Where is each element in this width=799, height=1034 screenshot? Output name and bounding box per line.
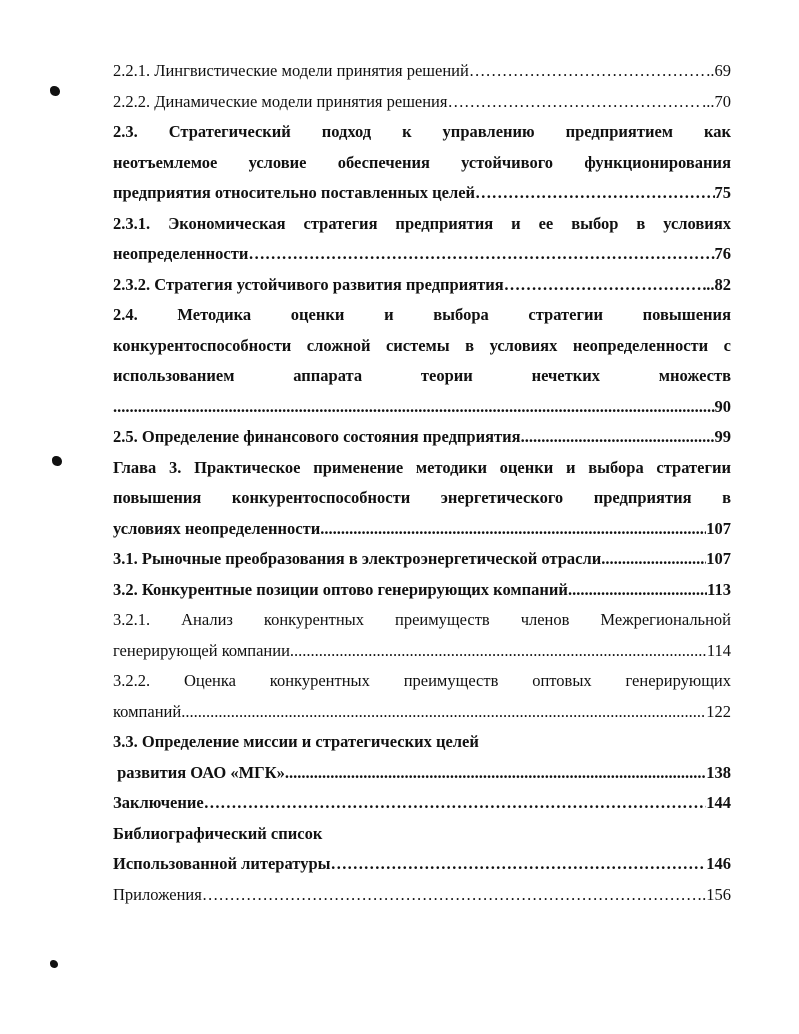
entry-page: 99 — [714, 427, 731, 446]
entry-page: ..82 — [706, 274, 731, 294]
entry-page: 90 — [714, 396, 731, 416]
leader-dots — [601, 544, 706, 575]
entry-title: 2.5. Определение финансового состояния предприятия — [113, 427, 521, 446]
entry-page: 107 — [706, 518, 731, 538]
leader-dots — [290, 636, 707, 667]
entry-title: 2.3.2. Стратегия устойчивого развития предприятия — [113, 274, 504, 294]
entry-title: Использованной литературы — [113, 854, 331, 873]
entry-title-line: конкурентоспособности сложной системы в условиях неопределенности с — [113, 335, 731, 355]
leader-dots — [285, 758, 706, 789]
entry-title: предприятия относительно поставленных целей — [113, 183, 476, 202]
toc-entry — [113, 270, 731, 301]
scan-speck-mark — [50, 960, 58, 968]
table-of-contents — [113, 56, 731, 910]
leader-dots — [113, 392, 715, 423]
entry-title: развития ОАО «МГК» — [113, 762, 285, 782]
entry-title-line: неотъемлемое условие обеспечения устойчивого функционирования — [113, 152, 731, 172]
entry-title-line: 2.3. Стратегический подход к управлению предприятием как — [113, 122, 731, 141]
entry-title: неопределенности — [113, 244, 249, 263]
entry-title-line: 3.3. Определение миссии и стратегических целей — [113, 732, 479, 751]
entry-page: .156 — [702, 884, 731, 904]
toc-entry — [113, 56, 731, 87]
entry-title-line: 3.2.1. Анализ конкурентных преимуществ членов Межрегиональной — [113, 610, 731, 629]
scan-speck-mark — [50, 86, 60, 96]
entry-title-line: 2.3.1. Экономическая стратегия предприятия и ее выбор в условиях — [113, 213, 731, 233]
entry-page: 113 — [707, 579, 731, 599]
leader-dots — [202, 880, 702, 911]
toc-entry — [113, 697, 731, 728]
entry-page: 114 — [706, 640, 731, 660]
entry-title: условиях неопределенности — [113, 518, 321, 538]
toc-entry — [113, 239, 731, 270]
leader-dots — [568, 575, 707, 606]
entry-title-line: использованием аппарата теории нечетких множеств — [113, 366, 731, 385]
toc-entry — [113, 758, 731, 789]
entry-page: ..69 — [706, 61, 731, 80]
leader-dots — [320, 514, 706, 545]
entry-page: 75 — [714, 183, 731, 202]
entry-title: Заключение — [113, 793, 204, 812]
entry-title-line: Библиографический список — [113, 823, 323, 843]
leader-dots — [248, 239, 714, 270]
toc-entry — [113, 87, 731, 118]
leader-dots — [469, 56, 706, 87]
leader-dots — [181, 697, 706, 728]
entry-title-line: Глава 3. Практическое применение методики оценки и выбора стратегии — [113, 457, 731, 477]
toc-entry — [113, 392, 731, 423]
entry-title: Приложения — [113, 884, 202, 904]
entry-title-line: 3.2.2. Оценка конкурентных преимуществ оптовых генерирующих — [113, 671, 731, 690]
entry-page: 107 — [706, 549, 731, 568]
entry-title: 2.2.1. Лингвистические модели принятия решений — [113, 61, 469, 80]
entry-title: компаний — [113, 701, 182, 721]
toc-entry — [113, 788, 731, 819]
toc-entry — [113, 178, 731, 209]
leader-dots — [447, 87, 702, 118]
toc-entry — [113, 636, 731, 667]
entry-page: ...70 — [702, 91, 731, 111]
entry-title: генерирующей компании — [113, 640, 290, 660]
leader-dots — [204, 788, 707, 819]
leader-dots — [521, 422, 715, 453]
leader-dots — [475, 178, 714, 209]
toc-entry — [113, 544, 731, 575]
toc-entry — [113, 849, 731, 880]
toc-entry — [113, 514, 731, 545]
leader-dots — [331, 849, 707, 880]
toc-entry — [113, 575, 731, 606]
entry-title: 3.1. Рыночные преобразования в электроэнергетической отрасли — [113, 549, 602, 568]
leader-dots — [504, 270, 707, 301]
entry-page: 76 — [714, 244, 731, 263]
entry-page: 138 — [706, 762, 731, 782]
entry-title-line: повышения конкурентоспособности энергетического предприятия в — [113, 488, 731, 507]
toc-entry — [113, 422, 731, 453]
toc-entry — [113, 880, 731, 911]
entry-page: 122 — [706, 701, 731, 721]
scan-speck-mark — [52, 456, 62, 466]
entry-page: 146 — [706, 854, 731, 873]
entry-title: 3.2. Конкурентные позиции оптово генерирующих компаний — [113, 579, 568, 599]
entry-page: 144 — [706, 793, 731, 812]
entry-title-line: 2.4. Методика оценки и выбора стратегии повышения — [113, 305, 731, 324]
entry-title: 2.2.2. Динамические модели принятия решения — [113, 91, 448, 111]
